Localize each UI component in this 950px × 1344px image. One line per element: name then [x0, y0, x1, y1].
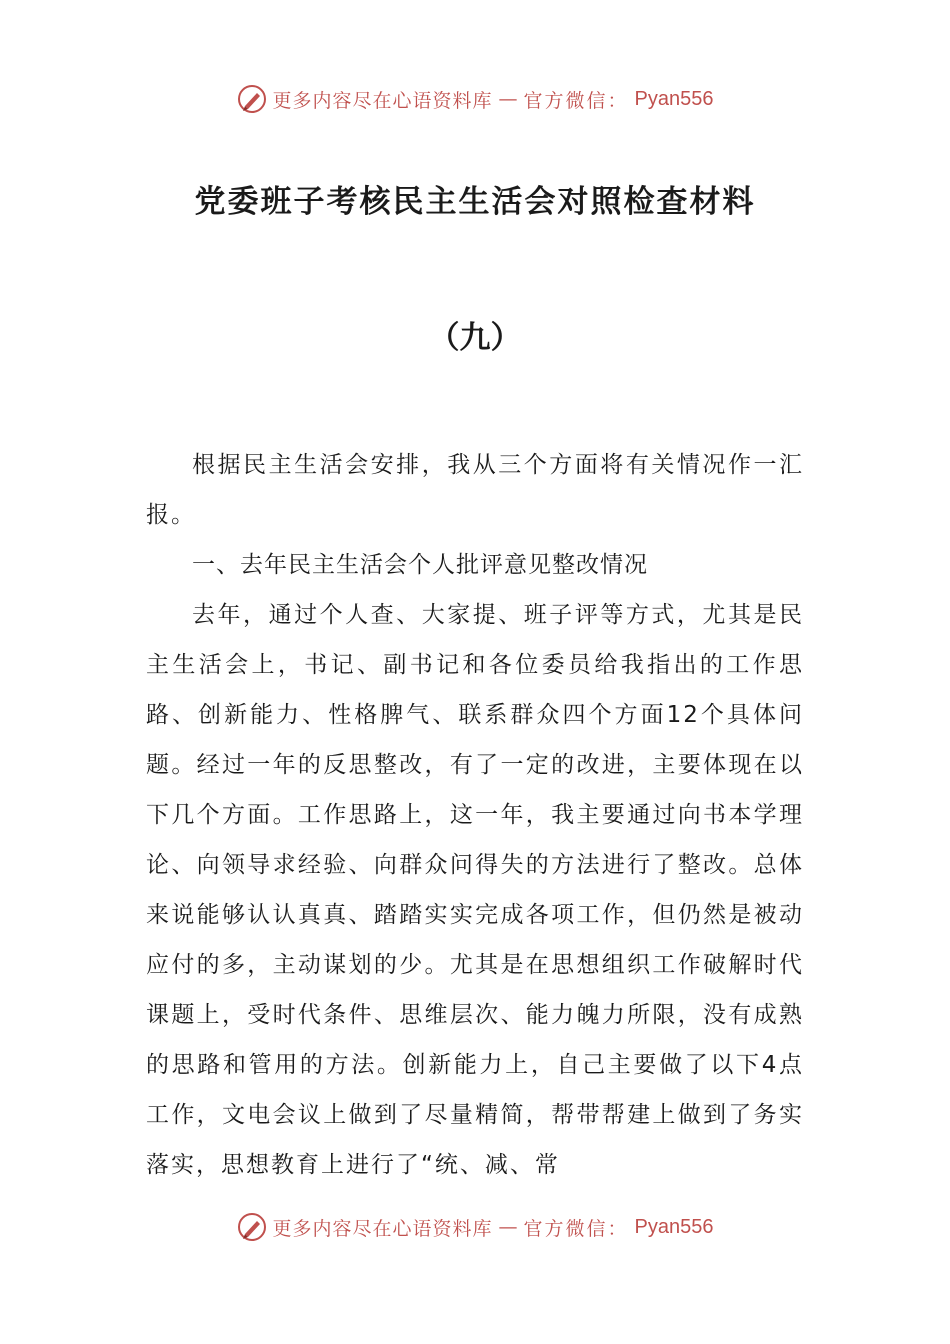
paragraph-intro: 根据民主生活会安排，我从三个方面将有关情况作一汇报。	[146, 452, 804, 528]
watermark-text: 更多内容尽在心语资料库	[272, 89, 493, 112]
watermark-wechat-id: Pyan556	[634, 87, 714, 110]
pen-logo-icon	[237, 1212, 267, 1242]
paragraph-body-1: 去年，通过个人查、大家提、班子评等方式，尤其是民主生活会上，书记、副书记和各位委员给我指出的工作思路、创新能力、性格脾气、联系群众四个方面12个具体问题。经过一年的反思整改，有了一定的改进，主要体现在以下几个方面。工作思路上，这一年，我主要通过向书本学理论、向领导求经验、向群众问得失的方法进行了整改。总体来说能够认认真真、踏踏实实完成各项工作，但仍然是被动应付的多，主动谋划的少。尤其是在思想组织工作破解时代课题上，受时代条件、思维层次、能力魄力所限，没有成熟的思路和管用的方法。创新能力上，自己主要做了以下4点工作，文电会议上做到了尽量精简，帮带帮建上做到了务实落实，思想教育上进行了“统、减、常	[146, 602, 804, 1178]
watermark-label: 官方微信：	[523, 1217, 629, 1240]
document-subtitle: （九）	[428, 320, 522, 356]
document-title: 党委班子考核民主生活会对照检查材料	[194, 184, 756, 220]
document-body	[146, 440, 804, 1190]
watermark-footer	[0, 1212, 950, 1242]
pen-logo-icon	[237, 84, 267, 114]
watermark-header	[0, 84, 950, 114]
section-heading-1: 一、去年民主生活会个人批评意见整改情况	[192, 552, 648, 578]
watermark-text: 更多内容尽在心语资料库	[272, 1217, 493, 1240]
watermark-wechat-id: Pyan556	[634, 1215, 714, 1238]
watermark-separator: —	[498, 1216, 518, 1238]
watermark-separator: —	[498, 88, 518, 110]
watermark-label: 官方微信：	[523, 89, 629, 112]
